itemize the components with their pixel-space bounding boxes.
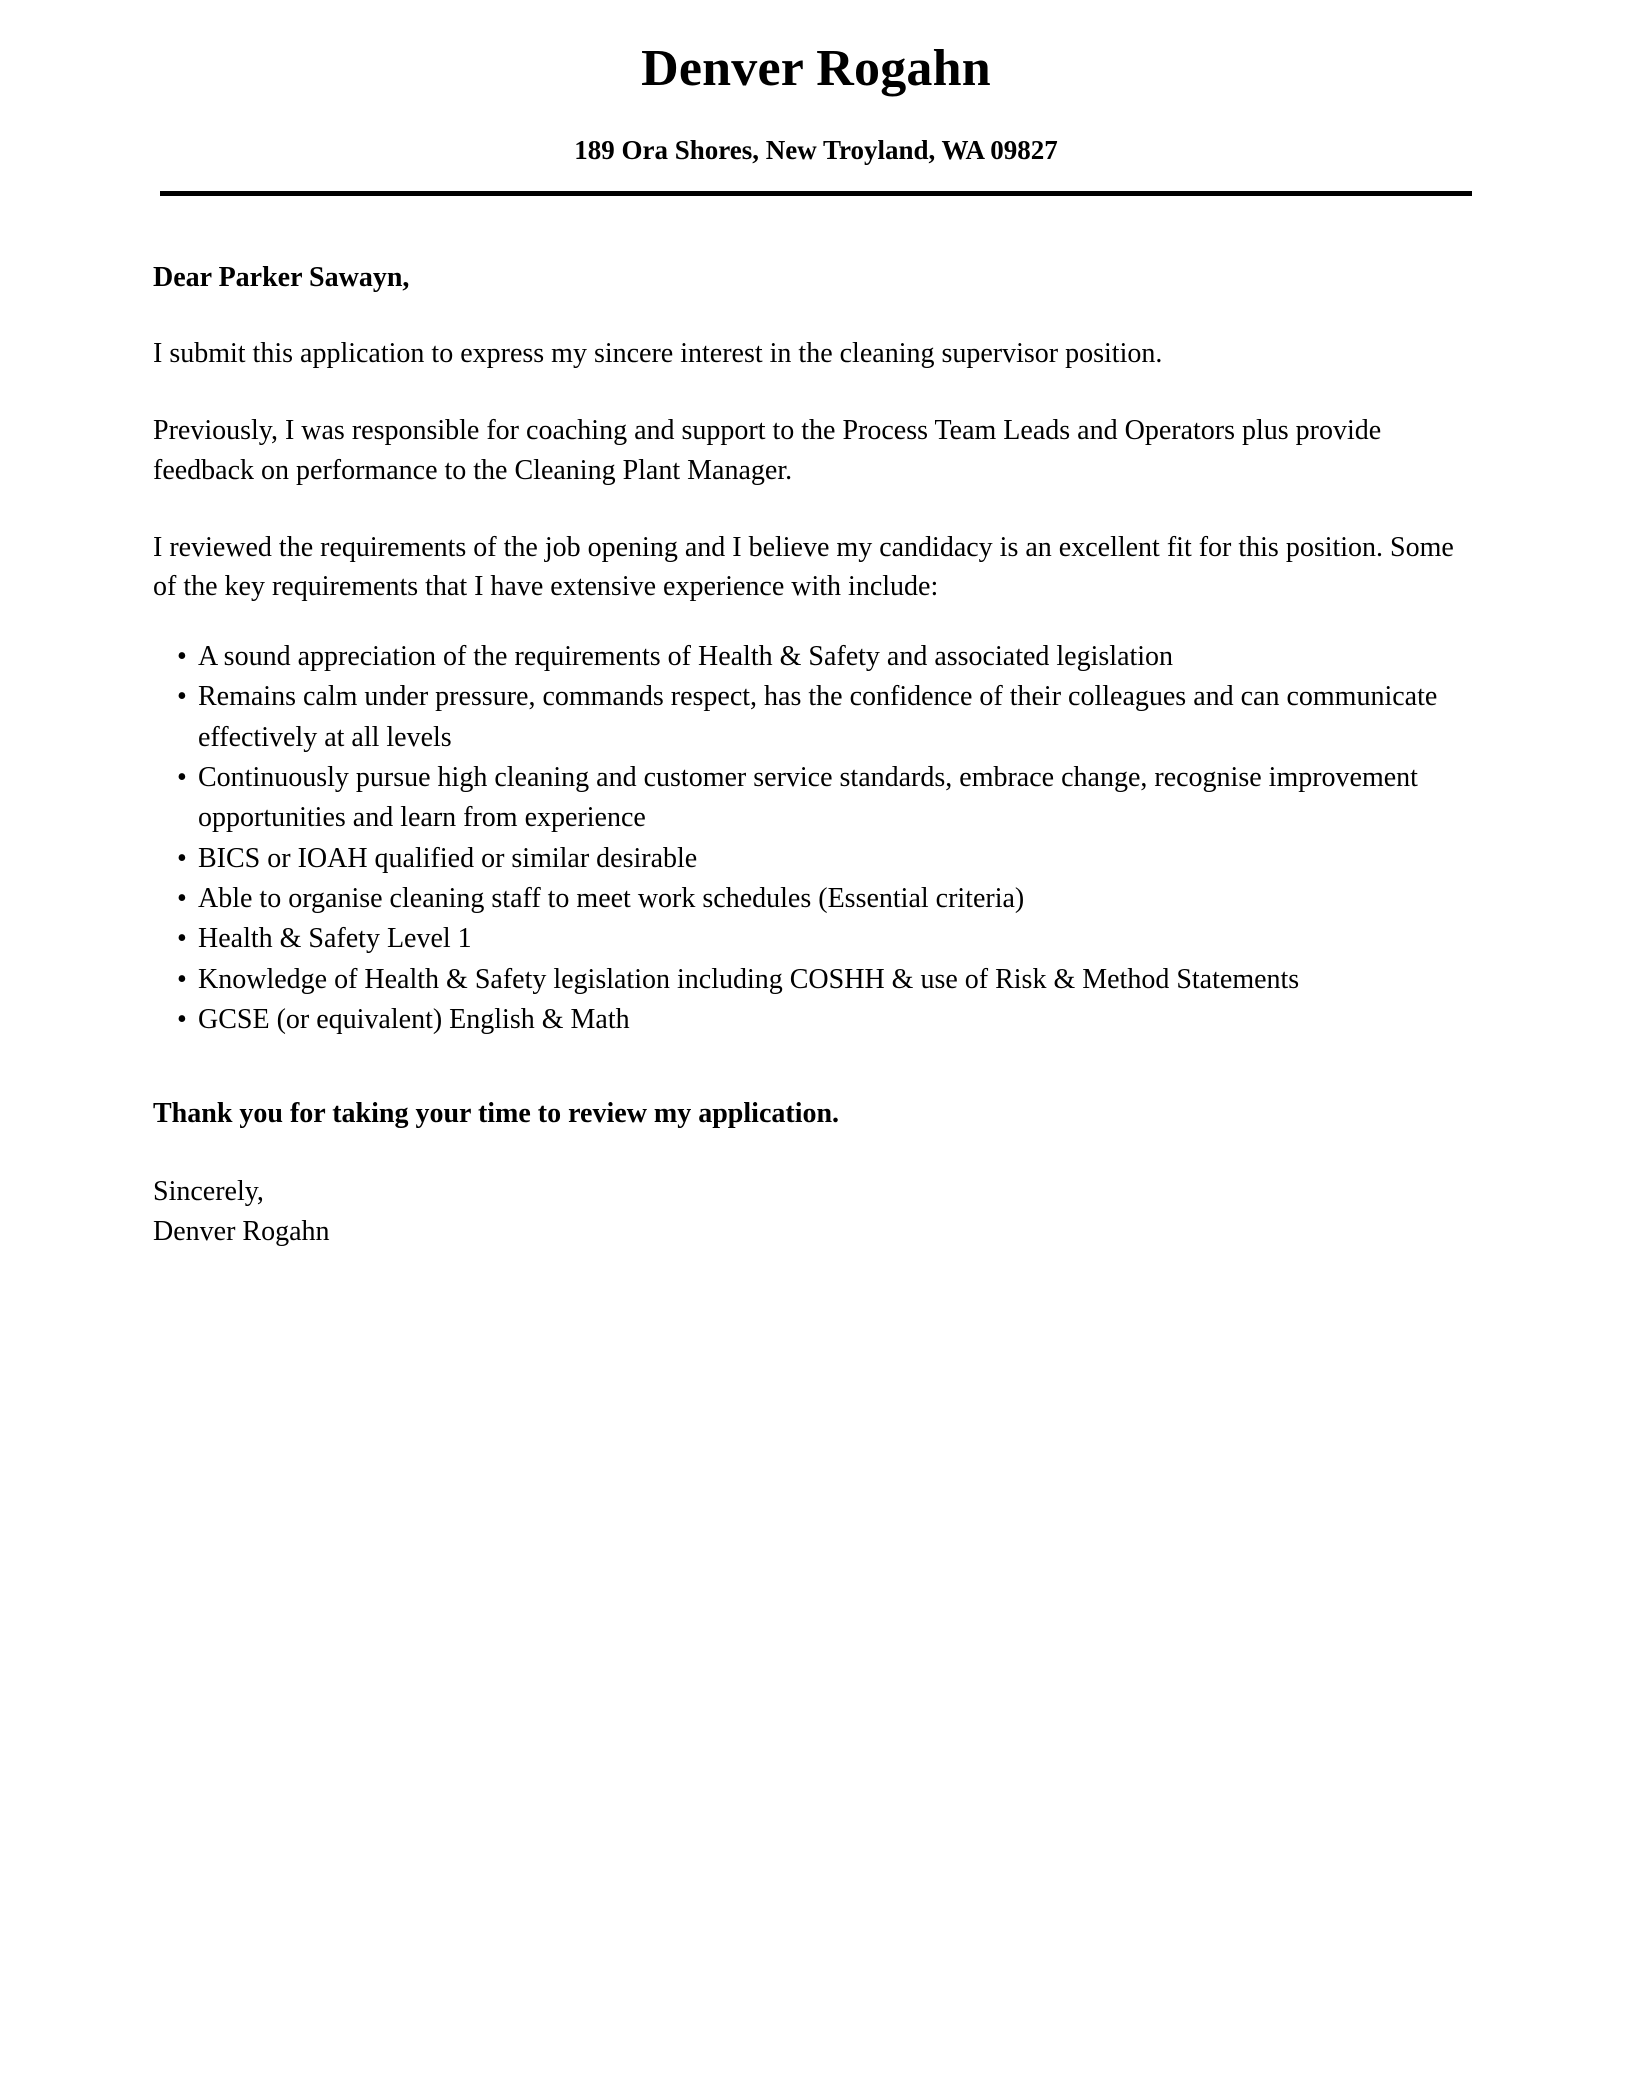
bullet-icon: • xyxy=(177,923,187,955)
signoff-name: Denver Rogahn xyxy=(153,1216,330,1248)
list-item xyxy=(153,677,1463,758)
list-item-label: Health & Safety Level 1 xyxy=(198,923,472,955)
applicant-name: Denver Rogahn xyxy=(641,40,991,97)
bullet-icon: • xyxy=(177,842,187,874)
requirements-list xyxy=(153,607,1463,1040)
list-item-label: Remains calm under pressure, commands respect, has the confidence of their colleagues and can communicate effectively at all levels xyxy=(198,681,1438,753)
bullet-icon: • xyxy=(177,1003,187,1035)
requirements-intro-paragraph: I reviewed the requirements of the job opening and I believe my candidacy is an excellent fit for this position. Some of the key requirements that I have extensive experience with include: xyxy=(153,531,1454,603)
letterhead xyxy=(0,0,1632,196)
bullet-icon: • xyxy=(177,963,187,995)
list-item-label: Knowledge of Health & Safety legislation including COSHH & use of Risk & Method Statements xyxy=(198,963,1300,995)
bullet-icon: • xyxy=(177,681,187,713)
list-item-label: A sound appreciation of the requirements of Health & Safety and associated legislation xyxy=(198,641,1174,673)
list-item xyxy=(153,960,1463,1000)
experience-paragraph: Previously, I was responsible for coaching and support to the Process Team Leads and Operators plus provide feedback on performance to the Cleaning Plant Manager. xyxy=(153,415,1382,486)
list-item-label: Continuously pursue high cleaning and customer service standards, embrace change, recognise improvement opportunities and learn from experience xyxy=(198,762,1418,834)
intro-paragraph: I submit this application to express my sincere interest in the cleaning supervisor position. xyxy=(153,338,1163,370)
list-item-label: BICS or IOAH qualified or similar desirable xyxy=(198,842,698,874)
list-item-label: Able to organise cleaning staff to meet work schedules (Essential criteria) xyxy=(198,883,1025,914)
list-item xyxy=(153,637,1463,677)
bullet-icon: • xyxy=(177,641,187,673)
applicant-address: 189 Ora Shores, New Troyland, WA 09827 xyxy=(574,135,1058,166)
letter-body xyxy=(153,196,1463,1253)
signoff-closing: Sincerely, xyxy=(153,1176,264,1207)
list-item xyxy=(153,919,1463,959)
bullet-icon: • xyxy=(177,883,187,914)
list-item xyxy=(153,1000,1463,1040)
list-item xyxy=(153,758,1463,839)
list-item xyxy=(153,839,1463,879)
closing-thanks: Thank you for taking your time to review my application. xyxy=(153,1098,840,1130)
bullet-icon: • xyxy=(177,762,187,794)
list-item-label: GCSE (or equivalent) English & Math xyxy=(198,1003,630,1035)
list-item xyxy=(153,879,1463,919)
salutation: Dear Parker Sawayn, xyxy=(153,261,410,293)
